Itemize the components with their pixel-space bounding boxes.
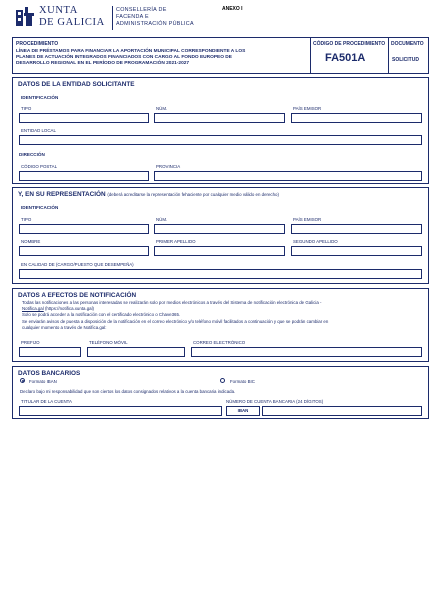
applicant-section bbox=[12, 77, 429, 184]
postal-code-field[interactable] bbox=[19, 171, 149, 181]
first-surname-field[interactable] bbox=[154, 246, 285, 256]
page-header bbox=[12, 4, 432, 34]
representative-identification-heading: IDENTIFICACIÓN bbox=[21, 205, 59, 210]
applicant-title: DATOS DE LA ENTIDAD SOLICITANTE bbox=[18, 81, 135, 88]
mobile-label: TELÉFONO MÓVIL bbox=[89, 340, 128, 345]
representative-title bbox=[18, 191, 279, 198]
notifica-link[interactable]: Notifica.gal bbox=[22, 306, 44, 312]
applicant-country-field[interactable] bbox=[291, 113, 422, 123]
applicant-type-label: TIPO bbox=[21, 106, 32, 111]
applicant-number-label: NÚM. bbox=[156, 106, 168, 111]
second-surname-field[interactable] bbox=[291, 246, 422, 256]
document-value: SOLICITUD bbox=[392, 57, 419, 63]
account-number-field[interactable] bbox=[262, 406, 422, 416]
bank-declaration: Declaro bajo mi responsabilidad que son ciertos los datos consignados relativos a la cuenta bancaria indicada. bbox=[20, 389, 236, 394]
first-name-field[interactable] bbox=[19, 246, 149, 256]
first-name-label: NOMBRE bbox=[21, 239, 41, 244]
email-label: CORREO ELECTRÓNICO bbox=[193, 340, 246, 345]
prefix-field[interactable] bbox=[19, 347, 81, 357]
iban-format-radio[interactable] bbox=[20, 378, 25, 383]
notifica-url: (https://notifica.xunta.gal) bbox=[44, 306, 95, 312]
procedure-box bbox=[12, 37, 429, 74]
department-line-3: ADMINISTRACIÓN PÚBLICA bbox=[116, 21, 194, 27]
representative-number-field[interactable] bbox=[154, 224, 285, 234]
notification-title: DATOS A EFECTOS DE NOTIFICACIÓN bbox=[18, 292, 137, 299]
applicant-identification-heading: IDENTIFICACIÓN bbox=[21, 95, 59, 100]
applicant-type-field[interactable] bbox=[19, 113, 149, 123]
bank-section bbox=[12, 366, 429, 419]
bank-title: DATOS BANCARIOS bbox=[18, 370, 81, 377]
notification-line-1: Todas las notificaciones a las personas interesadas se realizarán solo por medios electrónicos a través del Sistema de notificación electrónica de Galicia - bbox=[22, 300, 322, 305]
procedure-text-2: PLANES DE ACTUACIÓN INTEGRADOS FINANCIADOS CON CARGO AL FONDO EUROPEO DE bbox=[16, 55, 232, 60]
bic-format-radio[interactable] bbox=[220, 378, 225, 383]
local-entity-label: ENTIDAD LOCAL bbox=[21, 128, 56, 133]
procedure-code: FA501A bbox=[325, 52, 366, 64]
notification-line-5: cualquier momento a través de Notifica.gal: bbox=[22, 324, 107, 330]
logo-text-xunta: XUNTA bbox=[39, 5, 78, 16]
email-field[interactable] bbox=[191, 347, 422, 357]
iban-prefix-tag: IBAN bbox=[226, 406, 260, 416]
notification-line-3: Solo se podrá acceder a la notificación con el certificado electrónico o Chave365. bbox=[22, 312, 181, 318]
province-label: PROVINCIA bbox=[156, 164, 181, 169]
department-line-1: CONSELLERÍA DE bbox=[116, 7, 167, 13]
procedure-divider-1 bbox=[310, 38, 311, 73]
address-heading: DIRECCIÓN bbox=[19, 152, 45, 157]
account-holder-label: TITULAR DE LA CUENTA bbox=[21, 399, 72, 404]
applicant-country-label: PAÍS EMISOR bbox=[293, 106, 322, 111]
mobile-field[interactable] bbox=[87, 347, 185, 357]
xunta-emblem-icon bbox=[14, 6, 36, 28]
account-holder-field[interactable] bbox=[19, 406, 222, 416]
representative-subtitle: (deberá acreditarse la representación fehaciente por cualquier medio válido en derecho) bbox=[107, 192, 279, 197]
notification-text bbox=[22, 300, 425, 331]
position-field[interactable] bbox=[19, 269, 422, 279]
document-label: DOCUMENTO bbox=[391, 41, 424, 47]
representative-section bbox=[12, 187, 429, 284]
logo-text-galicia: DE GALICIA bbox=[39, 17, 105, 28]
procedure-divider-2 bbox=[388, 38, 389, 73]
position-label: EN CALIDAD DE (CARGO/PUESTO QUE DESEMPEÑA) bbox=[21, 262, 134, 267]
account-number-label: NÚMERO DE CUENTA BANCARIA (24 DÍGITOS) bbox=[226, 399, 324, 404]
notification-section bbox=[12, 288, 429, 362]
logo-divider bbox=[112, 6, 113, 30]
xunta-logo bbox=[14, 5, 109, 31]
notification-line-4: Se enviarán avisos de puesta a disposición de la notificación en el correo electrónico y/o teléfono móvil facilitados a continuación y que se podrán cambiar en bbox=[22, 318, 329, 324]
representative-type-field[interactable] bbox=[19, 224, 149, 234]
annex-label: ANEXO I bbox=[222, 6, 243, 12]
representative-title-text: Y, EN SU REPRESENTACIÓN bbox=[18, 191, 106, 198]
procedure-text-3: DESARROLLO REGIONAL EN EL PERÍODO DE PROGRAMACIÓN 2021-2027 bbox=[16, 61, 190, 66]
representative-country-field[interactable] bbox=[291, 224, 422, 234]
bic-format-label: Formato BIC bbox=[230, 379, 255, 384]
procedure-code-label: CÓDIGO DE PROCEDIMIENTO bbox=[313, 41, 386, 47]
representative-number-label: NÚM. bbox=[156, 217, 168, 222]
representative-country-label: PAÍS EMISOR bbox=[293, 217, 322, 222]
department-line-2: FACENDA E bbox=[116, 14, 149, 20]
postal-code-label: CÓDIGO POSTAL bbox=[21, 164, 58, 169]
prefix-label: PREFIJO bbox=[21, 340, 40, 345]
local-entity-field[interactable] bbox=[19, 135, 422, 145]
procedure-label: PROCEDIMIENTO bbox=[16, 41, 59, 47]
second-surname-label: SEGUNDO APELLIDO bbox=[293, 239, 338, 244]
province-field[interactable] bbox=[154, 171, 422, 181]
representative-type-label: TIPO bbox=[21, 217, 32, 222]
procedure-text-1: LÍNEA DE PRÉSTAMOS PARA FINANCIAR LA APORTACIÓN MUNICIPAL CORRESPONDIENTE A LOS bbox=[16, 49, 246, 54]
applicant-number-field[interactable] bbox=[154, 113, 285, 123]
first-surname-label: PRIMER APELLIDO bbox=[156, 239, 196, 244]
iban-format-label: Formato IBAN bbox=[29, 379, 57, 384]
